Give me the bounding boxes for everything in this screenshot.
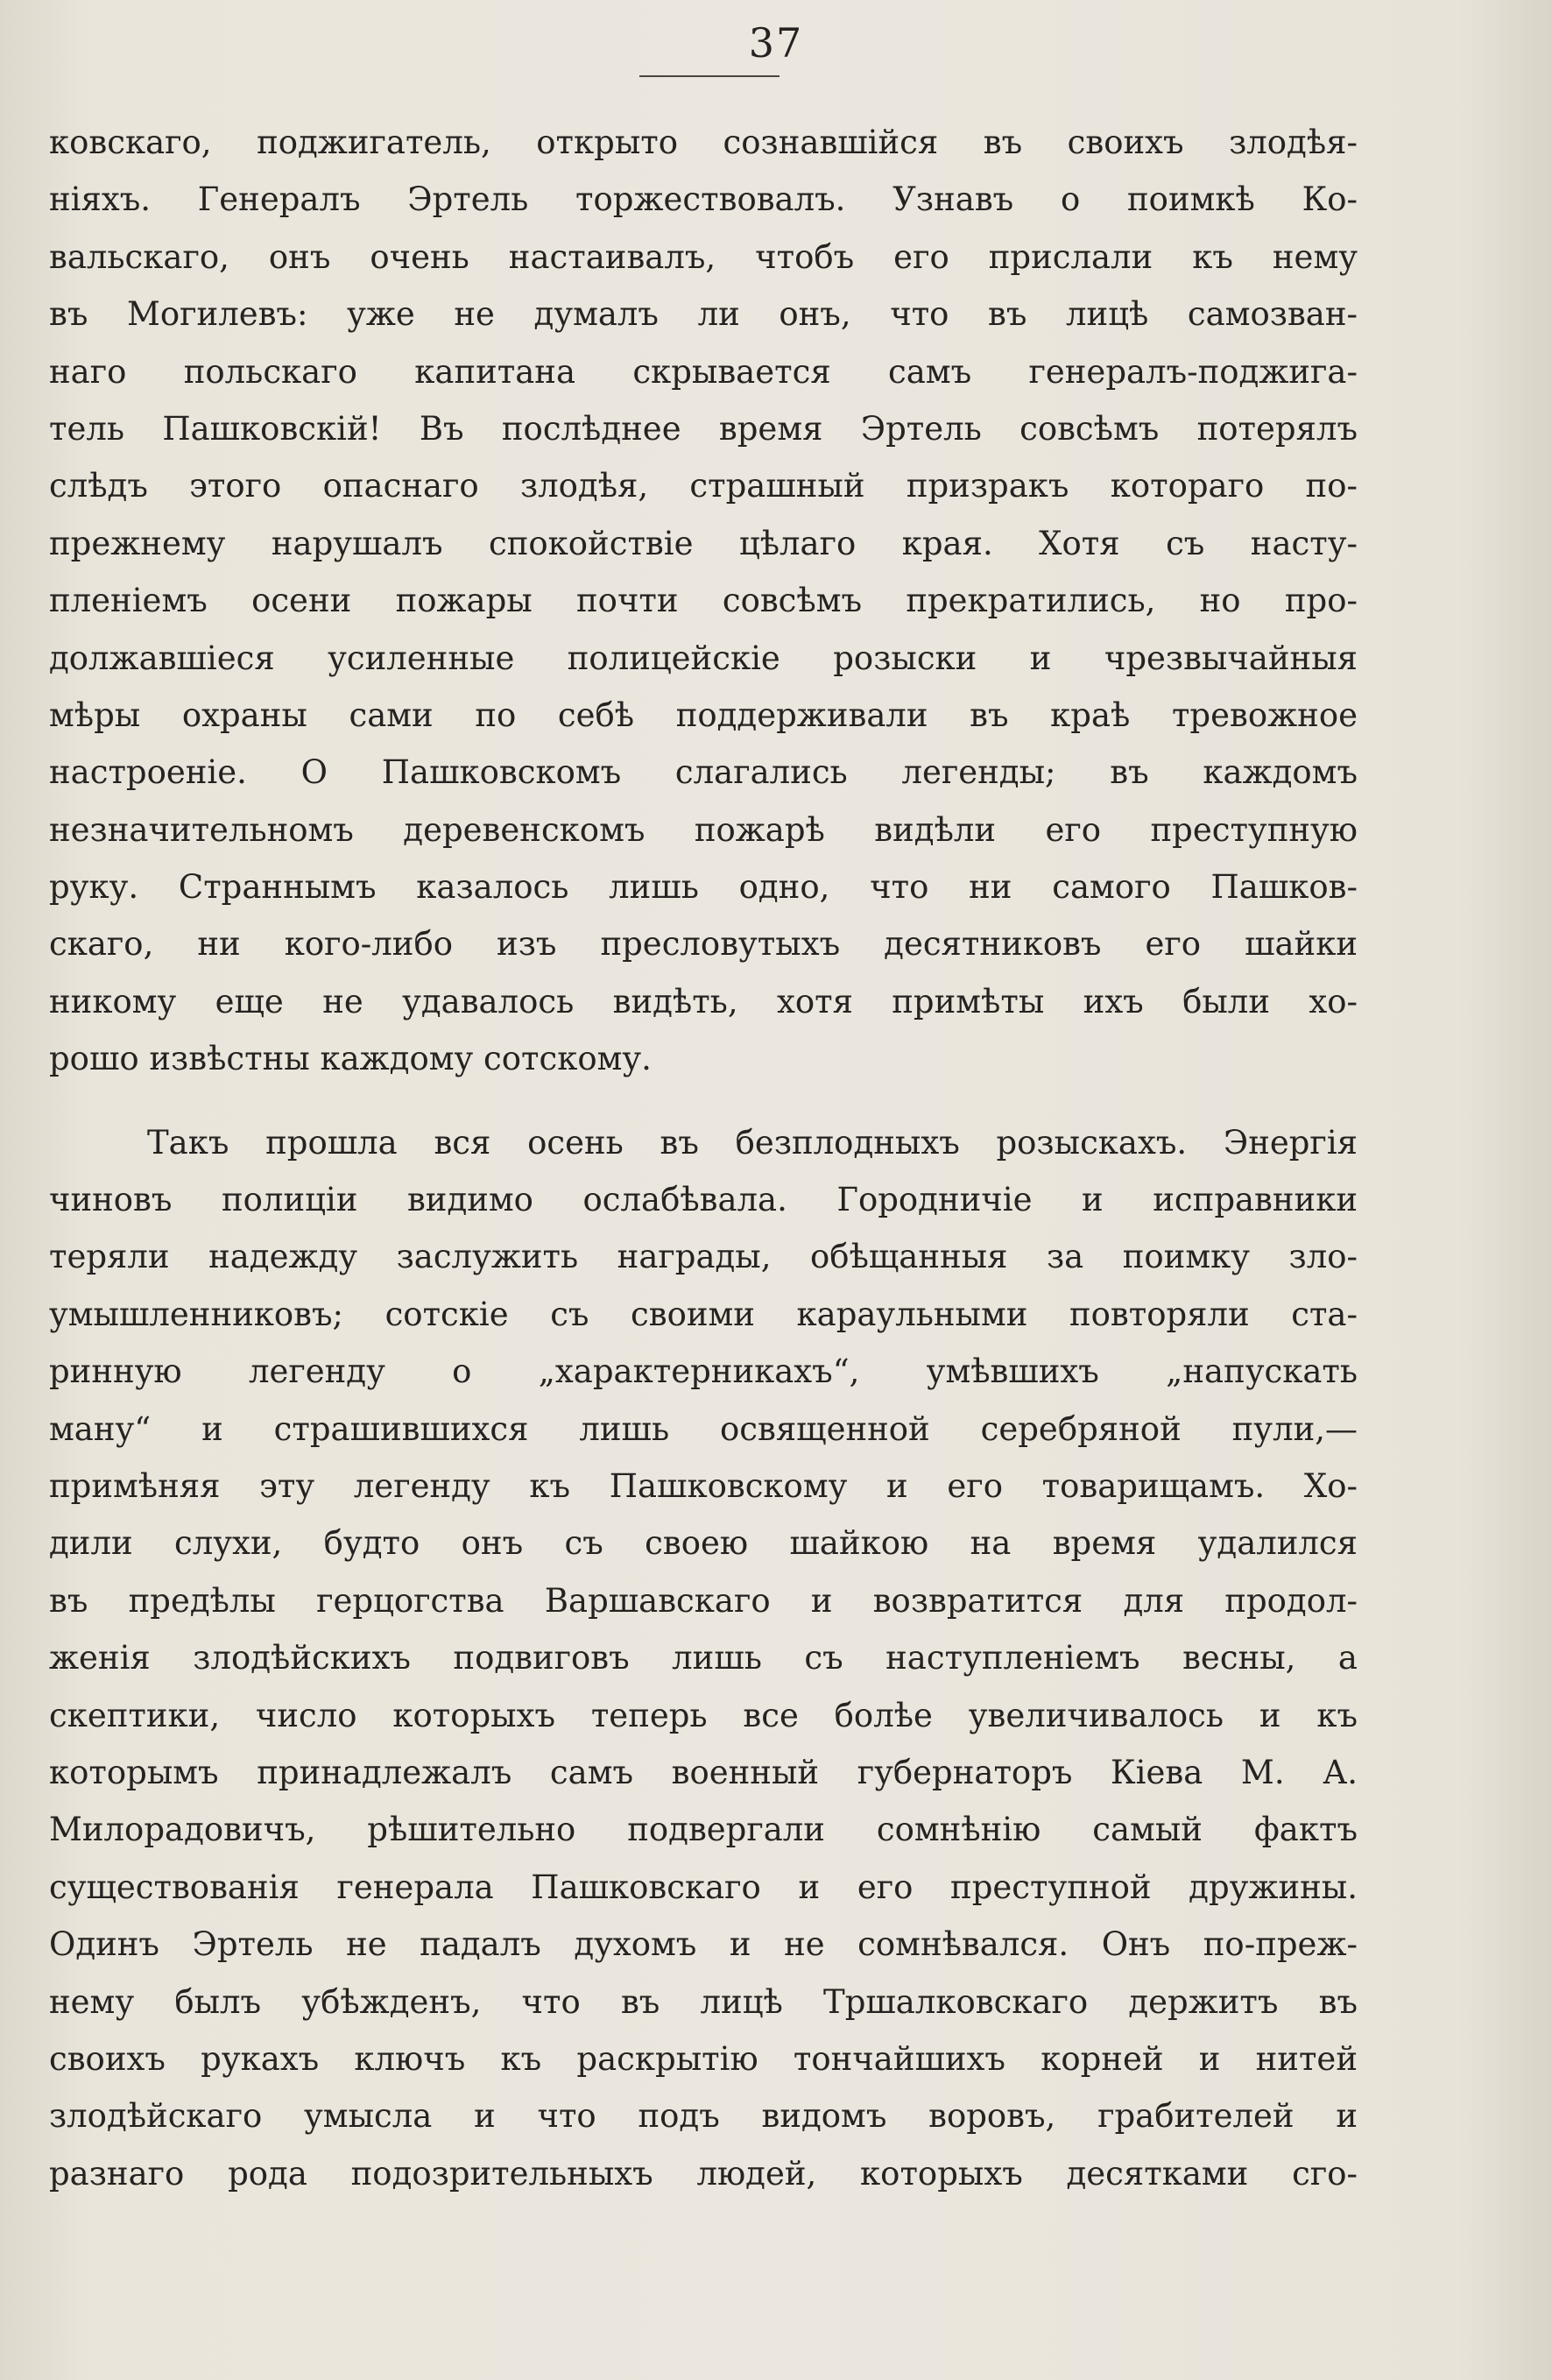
text-line: Одинъ Эртель не падалъ духомъ и не сомнѣвался. Онъ по-преж- bbox=[49, 1925, 1358, 1964]
text-line: дили слухи, будто онъ съ своею шайкою на время удалился bbox=[49, 1524, 1358, 1563]
paragraph-2 bbox=[49, 1114, 1358, 2202]
page-number: 37 bbox=[748, 19, 804, 67]
text-line: тель Пашковскій! Въ послѣднее время Эртель совсѣмъ потерялъ bbox=[49, 409, 1358, 448]
text-line: въ предѣлы герцогства Варшавскаго и возвратится для продол- bbox=[49, 1581, 1358, 1620]
text-line: скептики, число которыхъ теперь все болѣе увеличивалось и къ bbox=[49, 1696, 1358, 1734]
text-line: разнаго рода подозрительныхъ людей, которыхъ десятками сго- bbox=[49, 2154, 1358, 2193]
text-line: въ Могилевъ: уже не думалъ ли онъ, что въ лицѣ самозван- bbox=[49, 295, 1358, 334]
text-body bbox=[49, 114, 1358, 2202]
text-line: своихъ рукахъ ключъ къ раскрытію тончайшихъ корней и нитей bbox=[49, 2039, 1358, 2078]
text-line: Такъ прошла вся осень въ безплодныхъ розыскахъ. Энергія bbox=[147, 1123, 1358, 1162]
text-line: никому еще не удавалось видѣть, хотя примѣты ихъ были хо- bbox=[49, 982, 1358, 1021]
text-line: женія злодѣйскихъ подвиговъ лишь съ наступленіемъ весны, а bbox=[49, 1639, 1358, 1677]
text-line: незначительномъ деревенскомъ пожарѣ видѣли его преступную bbox=[49, 810, 1358, 849]
text-line: существованія генерала Пашковскаго и его преступной дружины. bbox=[49, 1868, 1358, 1906]
text-line: ковскаго, поджигатель, открыто сознавшійся въ своихъ злодѣя- bbox=[49, 124, 1358, 161]
text-line: нему былъ убѣжденъ, что въ лицѣ Тршалковскаго держитъ въ bbox=[49, 1982, 1358, 2021]
text-line: ринную легенду о „характерникахъ“, умѣвшихъ „напускать bbox=[49, 1352, 1358, 1391]
text-line: Милорадовичъ, рѣшительно подвергали сомнѣнію самый фактъ bbox=[49, 1811, 1358, 1849]
text-line: ніяхъ. Генералъ Эртель торжествовалъ. Узнавъ о поимкѣ Ко- bbox=[49, 180, 1358, 219]
text-line: ману“ и страшившихся лишь освященной серебряной пули,— bbox=[49, 1409, 1358, 1448]
header-rule bbox=[639, 75, 780, 77]
text-line: скаго, ни кого-либо изъ пресловутыхъ десятниковъ его шайки bbox=[49, 925, 1358, 964]
paragraph-spacer bbox=[49, 1088, 1358, 1114]
text-line: чиновъ полиціи видимо ослабѣвала. Городничіе и исправники bbox=[49, 1181, 1358, 1219]
text-line: теряли надежду заслужить награды, обѣщанныя за поимку зло- bbox=[49, 1238, 1358, 1276]
text-line: должавшіеся усиленные полицейскіе розыски и чрезвычайныя bbox=[49, 639, 1358, 677]
text-line: пленіемъ осени пожары почти совсѣмъ прекратились, но про- bbox=[49, 582, 1358, 620]
text-line: рошо извѣстны каждому сотскому. bbox=[49, 1040, 652, 1078]
paragraph-1 bbox=[49, 114, 1358, 1088]
text-line: наго польскаго капитана скрывается самъ генералъ-поджига- bbox=[49, 352, 1358, 391]
text-line: злодѣйскаго умысла и что подъ видомъ воровъ, грабителей и bbox=[49, 2097, 1358, 2136]
text-line: слѣдъ этого опаснаго злодѣя, страшный призракъ котораго по- bbox=[49, 467, 1358, 505]
text-line: прежнему нарушалъ спокойствіе цѣлаго края. Хотя съ насту- bbox=[49, 524, 1358, 562]
text-line: настроеніе. О Пашковскомъ слагались легенды; въ каждомъ bbox=[49, 753, 1358, 792]
text-line: примѣняя эту легенду къ Пашковскому и его товарищамъ. Хо- bbox=[49, 1466, 1358, 1505]
text-line: которымъ принадлежалъ самъ военный губернаторъ Кіева М. А. bbox=[49, 1753, 1358, 1791]
text-line: мѣры охраны сами по себѣ поддерживали въ краѣ тревожное bbox=[49, 696, 1358, 734]
text-line: вальскаго, онъ очень настаивалъ, чтобъ его прислали къ нему bbox=[49, 237, 1358, 276]
text-line: руку. Страннымъ казалось лишь одно, что ни самого Пашков- bbox=[49, 868, 1358, 907]
text-line: умышленниковъ; сотскіе съ своими караульными повторяли ста- bbox=[49, 1295, 1358, 1333]
